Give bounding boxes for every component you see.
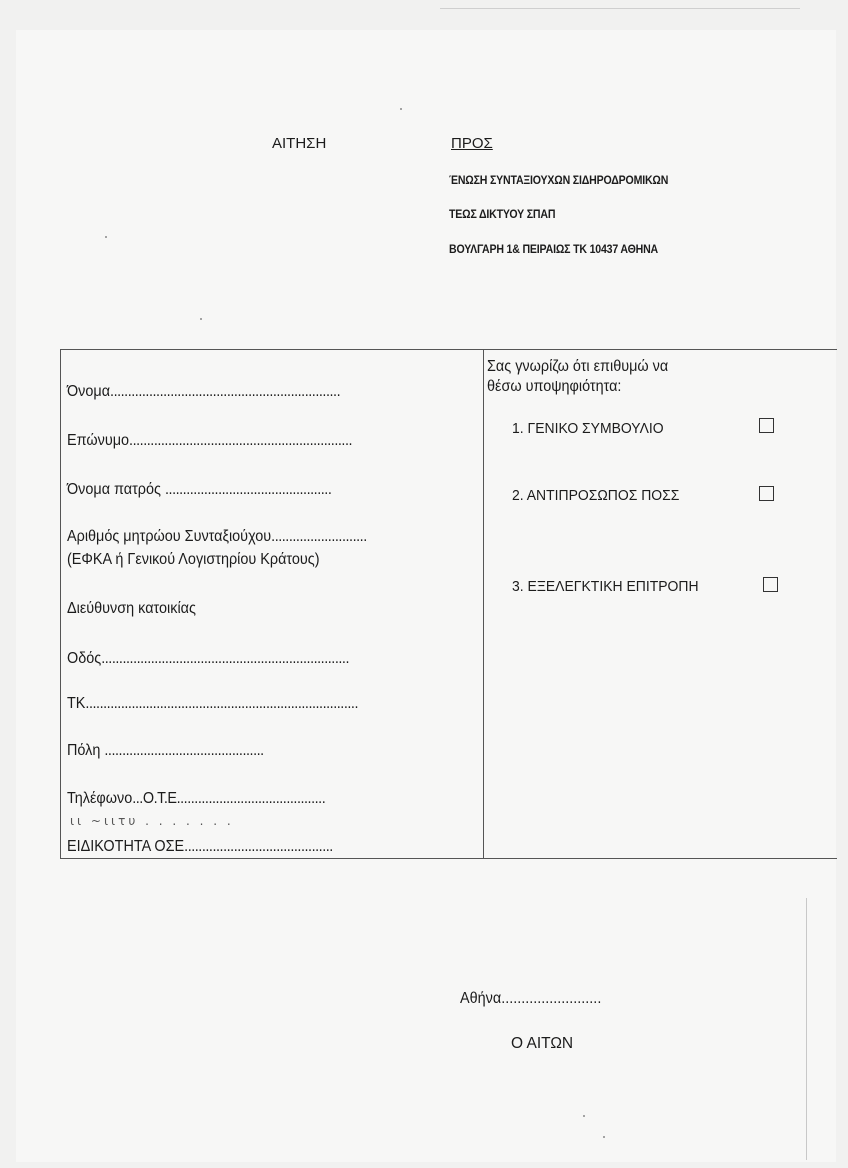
poss-representative-checkbox[interactable] bbox=[759, 486, 774, 501]
place-label: Αθήνα bbox=[460, 990, 502, 1007]
field-registry-note bbox=[67, 551, 320, 569]
field-label: Οδός bbox=[67, 650, 102, 667]
field-label: Αριθμός μητρώου Συνταξιούχου bbox=[67, 528, 272, 545]
general-council-checkbox[interactable] bbox=[759, 418, 774, 433]
fill-line: .......................................... bbox=[184, 838, 333, 855]
document-title: ΑΙΤΗΣΗ bbox=[272, 135, 327, 152]
recipient-line: ΈΝΩΣΗ ΣΥΝΤΑΞΙΟΥΧΩΝ ΣΙΔΗΡΟΔΡΟΜΙΚΩΝ bbox=[449, 175, 669, 187]
fill-line: ...Ο.Τ.Ε.......................................... bbox=[132, 790, 326, 807]
fill-line: ...................................................................... bbox=[101, 650, 350, 667]
field-first-name[interactable] bbox=[67, 383, 340, 401]
field-phone[interactable] bbox=[67, 790, 325, 808]
fill-line: ......................... bbox=[501, 990, 602, 1007]
candidacy-intro bbox=[487, 357, 668, 397]
fill-line: ................................................................. bbox=[110, 383, 341, 400]
field-label: (ΕΦΚΑ ή Γενικού Λογιστηρίου Κράτους) bbox=[67, 551, 320, 568]
scan-speck bbox=[200, 318, 202, 320]
field-label: Πόλη bbox=[67, 742, 105, 759]
intro-line: θέσω υποψηφιότητα: bbox=[487, 378, 622, 395]
to-label: ΠΡΟΣ bbox=[451, 135, 493, 152]
field-label: Όνομα bbox=[67, 383, 111, 400]
place-date-line[interactable] bbox=[460, 990, 601, 1008]
field-ose-specialty[interactable] bbox=[67, 838, 333, 856]
fill-line: ............................................. bbox=[104, 742, 264, 759]
column-divider bbox=[483, 349, 484, 858]
field-label: ΕΙΔΙΚΟΤΗΤΑ ΟΣΕ bbox=[67, 838, 185, 855]
intro-line: Σας γνωρίζω ότι επιθυμώ να bbox=[487, 358, 669, 375]
scan-speck bbox=[603, 1136, 605, 1138]
field-label: Επώνυμο bbox=[67, 432, 130, 449]
signature-label: Ο ΑΙΤΩΝ bbox=[511, 1035, 574, 1052]
audit-committee-checkbox[interactable] bbox=[763, 577, 778, 592]
recipient-line: ΒΟΥΛΓΑΡΗ 1& ΠΕΙΡΑΙΩΣ ΤΚ 10437 ΑΘΗΝΑ bbox=[449, 244, 659, 256]
fill-line: ............................................................... bbox=[129, 432, 353, 449]
scan-speck bbox=[400, 108, 402, 110]
recipient-line: ΤΕΩΣ ΔΙΚΤΥΟΥ ΣΠΑΠ bbox=[449, 209, 556, 221]
fill-line: ............................................................................. bbox=[85, 695, 359, 712]
scan-edge-line-right bbox=[806, 898, 807, 1160]
scan-speck bbox=[105, 236, 107, 238]
field-last-name[interactable] bbox=[67, 432, 352, 450]
fill-line: ........................... bbox=[271, 528, 367, 545]
field-address-heading bbox=[67, 600, 196, 618]
scan-speck bbox=[583, 1115, 585, 1117]
field-label: Όνομα πατρός bbox=[67, 481, 165, 498]
field-city[interactable] bbox=[67, 742, 264, 760]
field-father-name[interactable] bbox=[67, 481, 331, 499]
handwritten-note: ιι ~ιιτυ . . . . . . . bbox=[70, 814, 234, 828]
fill-line: ............................................... bbox=[164, 481, 332, 498]
field-pension-registry-number[interactable] bbox=[67, 528, 367, 546]
scan-edge-line bbox=[440, 8, 800, 9]
option-audit-committee: 3. ΕΞΕΛΕΓΚΤΙΚΗ ΕΠΙΤΡΟΠΗ bbox=[512, 578, 699, 595]
field-street[interactable] bbox=[67, 650, 349, 668]
field-postal-code[interactable] bbox=[67, 695, 358, 713]
option-poss-representative: 2. ΑΝΤΙΠΡΟΣΩΠΟΣ ΠΟΣΣ bbox=[512, 487, 680, 504]
option-general-council: 1. ΓΕΝΙΚΟ ΣΥΜΒΟΥΛΙΟ bbox=[512, 420, 664, 437]
field-label: ΤΚ bbox=[67, 695, 86, 712]
field-label: Διεύθυνση κατοικίας bbox=[67, 600, 196, 617]
field-label: Τηλέφωνο bbox=[67, 790, 133, 807]
